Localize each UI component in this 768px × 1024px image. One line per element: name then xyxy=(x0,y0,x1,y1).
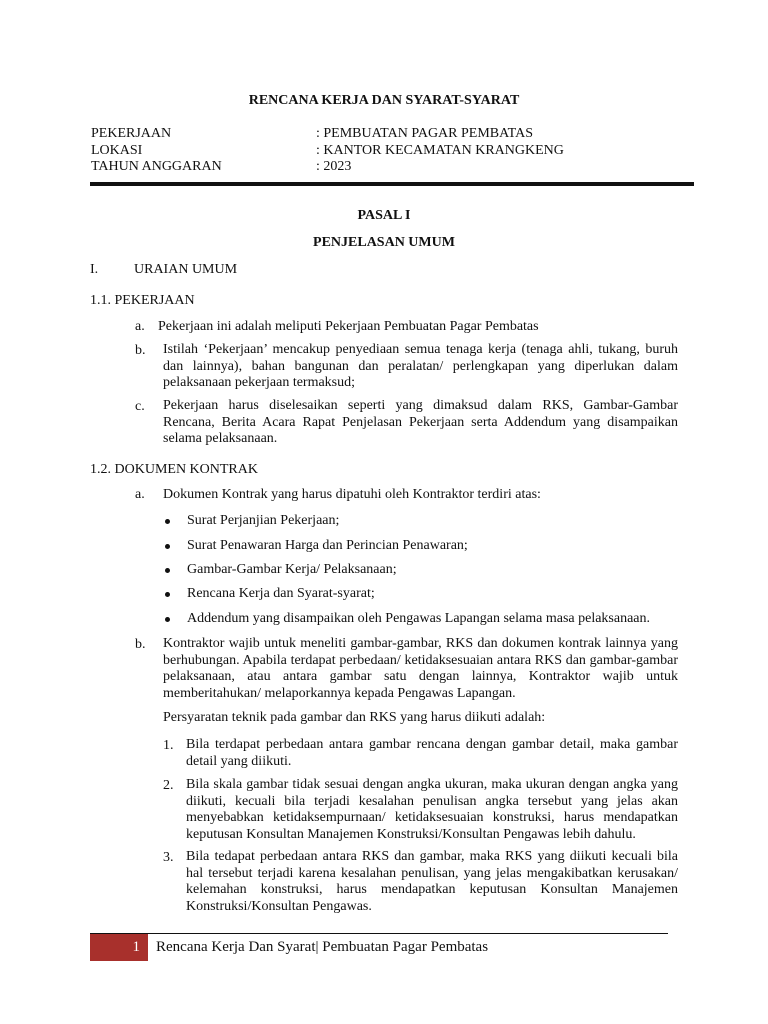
page-number-box xyxy=(90,934,148,961)
numbered-text: Bila skala gambar tidak sesuai dengan angka ukuran, maka ukuran dengan angka yang diikuti, kecuali bila terjadi kesalahan penulisan angka tersebut yang jelas akan menyebabkan ketidaksempurnaan/ ketidaksesuaian konstruksi, harus mendapatkan keputusan Konsultan Manajemen Konstruksi/Konsultan Pengawas lebih dahulu. xyxy=(186,777,678,842)
numbered-marker: 1. xyxy=(163,738,174,753)
footer-text: Rencana Kerja Dan Syarat| Pembuatan Pagar Pembatas xyxy=(156,939,489,955)
item-marker: c. xyxy=(135,399,145,414)
item-marker: a. xyxy=(135,319,145,334)
meta-value-tahun: : 2023 xyxy=(316,159,352,174)
meta-label-lokasi: LOKASI xyxy=(91,143,143,158)
subsection-heading-dokumen: 1.2. DOKUMEN KONTRAK xyxy=(90,462,258,477)
meta-label-pekerjaan: PEKERJAAN xyxy=(91,126,172,141)
section-title: URAIAN UMUM xyxy=(134,262,238,277)
page-number: 1 xyxy=(132,939,140,955)
bullet-item: Addendum yang disampaikan oleh Pengawas Lapangan selama masa pelaksanaan. xyxy=(187,611,651,626)
pasal-title: PENJELASAN UMUM xyxy=(313,235,455,250)
numbered-marker: 2. xyxy=(163,778,174,793)
header-divider xyxy=(90,182,694,186)
subsection-heading-pekerjaan: 1.1. PEKERJAAN xyxy=(90,293,195,308)
bullet-item: Rencana Kerja dan Syarat-syarat; xyxy=(187,586,375,601)
section-number: I. xyxy=(90,262,99,277)
item-marker: a. xyxy=(135,487,145,502)
bullet-item: Surat Penawaran Harga dan Perincian Penawaran; xyxy=(187,538,468,553)
footer-divider xyxy=(90,933,668,934)
item-text: Dokumen Kontrak yang harus dipatuhi oleh Kontraktor terdiri atas: xyxy=(163,487,541,502)
document-title: RENCANA KERJA DAN SYARAT-SYARAT xyxy=(248,93,520,108)
item-text: Pekerjaan ini adalah meliputi Pekerjaan Pembuatan Pagar Pembatas xyxy=(158,319,539,334)
item-marker: b. xyxy=(135,343,146,358)
numbered-text: Bila terdapat perbedaan antara gambar rencana dengan gambar detail, maka gambar detail yang diikuti. xyxy=(186,737,678,769)
meta-value-pekerjaan: : PEMBUATAN PAGAR PEMBATAS xyxy=(316,126,534,141)
item-text: Istilah ‘Pekerjaan’ mencakup penyediaan semua tenaga kerja (tenaga ahli, tukang, buruh dan lainnya), bahan bangunan dan peralatan/ perlengkapan yang diperlukan dalam pelaksanaan pekerjaan termaksud; xyxy=(163,342,678,390)
meta-label-tahun: TAHUN ANGGARAN xyxy=(91,159,222,174)
item-marker: b. xyxy=(135,637,146,652)
requirements-intro: Persyaratan teknik pada gambar dan RKS yang harus diikuti adalah: xyxy=(163,710,546,725)
meta-value-lokasi: : KANTOR KECAMATAN KRANGKENG xyxy=(316,143,564,158)
bullet-item: Surat Perjanjian Pekerjaan; xyxy=(187,513,340,528)
numbered-text: Bila tedapat perbedaan antara RKS dan gambar, maka RKS yang diikuti kecuali bila hal tersebut terjadi karena kesalahan penulisan, yang jelas mengakibatkan kerusakan/ kelemahan konstruksi, harus mendapatkan keputusan Konsultan Manajemen Konstruksi/Konsultan Pengawas. xyxy=(186,849,678,914)
item-text: Pekerjaan harus diselesaikan seperti yang dimaksud dalam RKS, Gambar-Gambar Rencana, Berita Acara Rapat Penjelasan Pekerjaan serta Addendum yang disampaikan selama pelaksanaan. xyxy=(163,398,678,446)
bullet-item: Gambar-Gambar Kerja/ Pelaksanaan; xyxy=(187,562,397,577)
numbered-marker: 3. xyxy=(163,850,174,865)
item-text: Kontraktor wajib untuk meneliti gambar-gambar, RKS dan dokumen kontrak lainnya yang berhubungan. Apabila terdapat perbedaan/ ketidaksesuaian antara RKS dan gambar-gambar pelaksanaan, atau antara gambar satu dengan lainnya, Kontraktor wajib untuk memberitahukan/ melaporkannya kepada Pengawas Lapangan. xyxy=(163,636,678,701)
pasal-number: PASAL I xyxy=(357,208,411,223)
